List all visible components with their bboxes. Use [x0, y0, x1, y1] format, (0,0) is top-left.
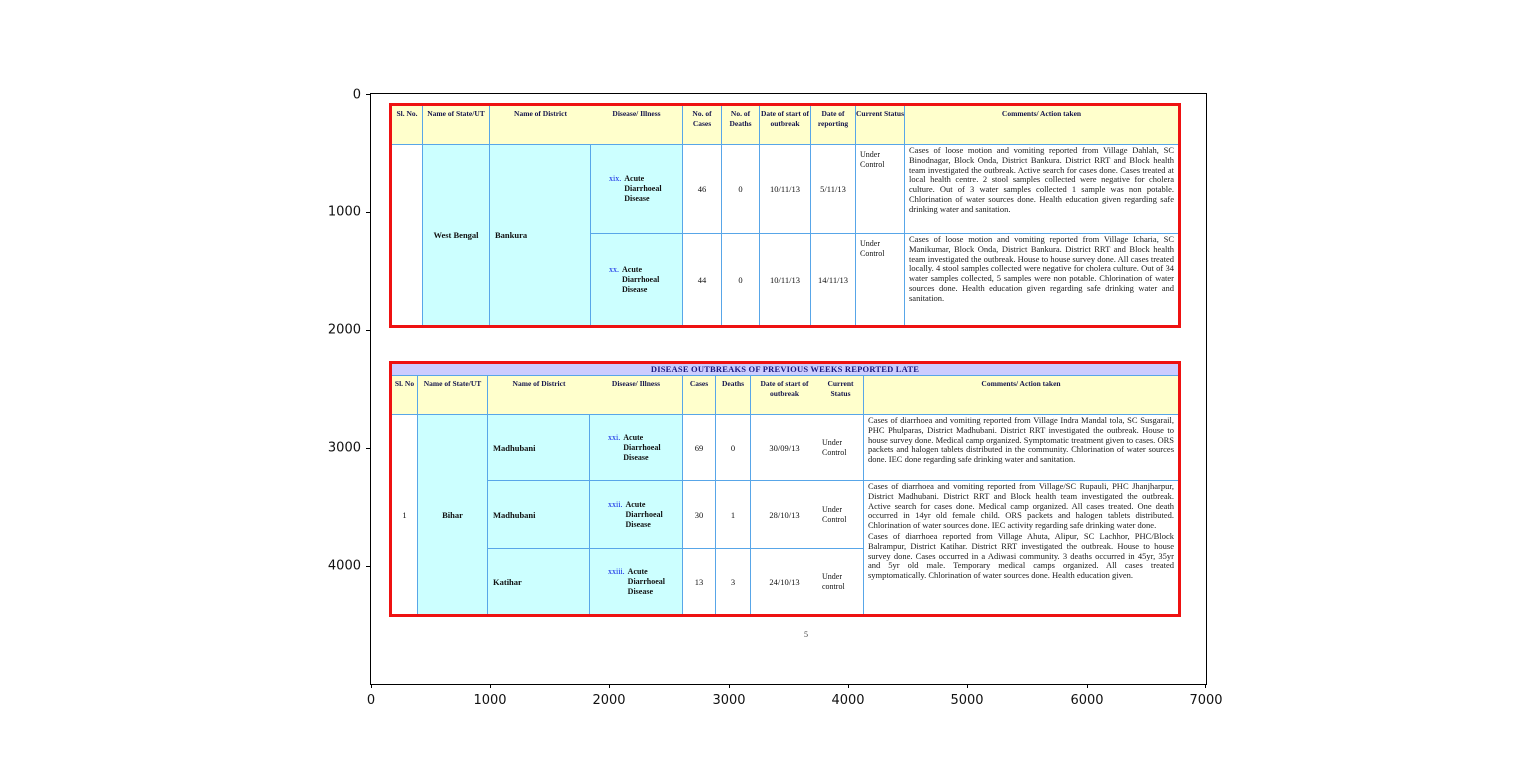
t1-state-cell: West Bengal: [423, 145, 490, 325]
y-tick-label: 4000: [327, 558, 361, 574]
t2-row2-serial: xxii.: [608, 499, 623, 509]
x-tick-label: 3000: [712, 693, 746, 708]
t2-header-district: Name of District: [488, 376, 590, 415]
x-tick-mark: [729, 684, 730, 688]
t2-row2-start-date: 28/10/13: [751, 481, 818, 549]
y-tick-mark: [366, 330, 370, 331]
t2-row3-comments: Cases of diarrhoea reported from Village Ahuta, Alipur, SC Lachhor, PHC/Block Balrampur, District Katihar. District RRT investigated the outbreak. House to house survey done. Cases occurred in a Adiwasi community. 3 deaths occurred in 45yr, 35yr and 5yr old male. Temporary medical camps organized. All cases treated symptomatically. Chlorination of water sources done. Health education given.: [868, 530, 1174, 581]
t1-header-deaths: No. of Deaths: [722, 106, 760, 145]
t1-row1-disease-name: Acute Diarrhoeal Disease: [624, 174, 662, 203]
t1-row1-reporting-date: 5/11/13: [811, 145, 856, 234]
t2-row3-disease-cell: [590, 549, 683, 614]
t2-row1-serial: xxi.: [608, 432, 621, 442]
t2-row2-cases: 30: [683, 481, 716, 549]
t1-district-cell: Bankura: [490, 145, 591, 325]
x-tick-mark: [371, 684, 372, 688]
t1-header-status: Current Status: [856, 106, 905, 145]
t2-row2-disease-cell: [590, 481, 683, 549]
t2-header-comments: Comments/ Action taken: [864, 376, 1178, 415]
t2-row2-3-comments-cell: [864, 481, 1178, 614]
t1-row2-deaths: 0: [722, 234, 760, 325]
t2-row3-status: Under control: [818, 549, 864, 614]
outbreak-table-current-week: [389, 103, 1181, 328]
t2-row2-comments: Cases of diarrhoea and vomiting reported from Village/SC Rupauli, PHC Jhanjharpur, District Madhubani. District RRT and Block health team investigated the outbreak. Active search for cases done. Medical camp organized. All cases treated. One death occurred in 14yr old female child. ORS packets and halogen tablets distributed. Chlorination of water sources done. IEC activity regarding safe drinking water done.: [868, 481, 1174, 531]
t2-row3-deaths: 3: [716, 549, 751, 614]
t2-header-cases: Cases: [683, 376, 716, 415]
t2-row3-cases: 13: [683, 549, 716, 614]
document-page-number: 5: [804, 630, 808, 639]
t1-header-state: Name of State/UT: [423, 106, 490, 145]
t1-row2-start-date: 10/11/13: [760, 234, 811, 325]
t2-row2-status: Under Control: [818, 481, 864, 549]
t1-header-disease: Disease/ Illness: [591, 106, 683, 145]
t1-row1-start-date: 10/11/13: [760, 145, 811, 234]
x-tick-label: 2000: [592, 693, 626, 708]
t1-row2-disease-cell: [591, 234, 683, 325]
y-tick-label: 1000: [327, 204, 361, 220]
t2-row1-disease-name: Acute Diarrhoeal Disease: [623, 432, 661, 462]
t2-header-state: Name of State/UT: [418, 376, 488, 415]
t2-row3-district: Katihar: [488, 549, 590, 614]
x-tick-label: 0: [366, 693, 376, 708]
y-tick-mark: [366, 448, 370, 449]
t2-slno-cell: 1: [392, 415, 418, 614]
t2-row1-deaths: 0: [716, 415, 751, 481]
t2-header-start-date: Date of start of outbreak: [751, 376, 818, 415]
y-tick-label: 0: [352, 87, 361, 103]
t1-header-slno: Sl. No.: [392, 106, 423, 145]
t2-row1-district: Madhubani: [488, 415, 590, 481]
x-tick-label: 5000: [950, 693, 984, 708]
t1-row1-deaths: 0: [722, 145, 760, 234]
x-tick-mark: [490, 684, 491, 688]
plot-area: [327, 87, 1223, 708]
x-tick-mark: [967, 684, 968, 688]
t2-row2-district: Madhubani: [488, 481, 590, 549]
y-tick-label: 2000: [327, 322, 361, 338]
t1-slno-cell: [392, 145, 423, 325]
t1-header-reporting-date: Date of reporting: [811, 106, 856, 145]
t1-row2-comments: Cases of loose motion and vomiting reported from Village Icharia, SC Manikumar, Block Onda, District Bankura. District RRT and Block health team investigated the outbreak. House to house survey done. All cases treated locally. 4 stool samples collected were negative for cholera culture. Out of 34 water samples collected, 5 samples were non potable. Chlorination of water sources done. Health education given regarding safe drinking water and sanitation.: [909, 234, 1174, 303]
t1-row2-cases: 44: [683, 234, 722, 325]
outbreak-table-previous-weeks: [389, 361, 1181, 617]
t2-row2-disease-name: Acute Diarrhoeal Disease: [625, 499, 663, 529]
x-tick-label: 7000: [1189, 693, 1223, 708]
t1-row2-serial: xx.: [609, 264, 619, 274]
t2-header-deaths: Deaths: [716, 376, 751, 415]
t2-row3-serial: xxiii.: [608, 566, 625, 576]
t2-title-banner: DISEASE OUTBREAKS OF PREVIOUS WEEKS REPORTED LATE: [392, 364, 1178, 376]
t1-row1-disease-cell: [591, 145, 683, 234]
t1-row2-reporting-date: 14/11/13: [811, 234, 856, 325]
t2-row1-start-date: 30/09/13: [751, 415, 818, 481]
t1-header-comments: Comments/ Action taken: [905, 106, 1178, 145]
t2-row1-comments: Cases of diarrhoea and vomiting reported from Village Indra Mandal tola, SC Susgarail, PHC Phulparas, District Madhubani. District RRT investigated the outbreak. House to house survey done. Medical camp organized. Symptomatic treatment given to cases. ORS packets and halogen tablets distributed in the community. Chlorination of water sources done. IEC done regarding safe drinking water and sanitation.: [864, 415, 1178, 481]
t1-header-cases: No. of Cases: [683, 106, 722, 145]
y-tick-label: 3000: [327, 440, 361, 456]
t1-row1-cases: 46: [683, 145, 722, 234]
x-tick-label: 6000: [1070, 693, 1104, 708]
t2-header-disease: Disease/ Illness: [590, 376, 683, 415]
x-tick-mark: [848, 684, 849, 688]
x-tick-label: 4000: [831, 693, 865, 708]
t1-row1-serial: xix.: [609, 174, 622, 183]
t2-row2-deaths: 1: [716, 481, 751, 549]
t2-state-cell: Bihar: [418, 415, 488, 614]
t2-header-status: Current Status: [818, 376, 864, 415]
t1-header-start-date: Date of start of outbreak: [760, 106, 811, 145]
x-tick-mark: [1205, 684, 1206, 688]
t2-header-slno: Sl. No: [392, 376, 418, 415]
t1-row2-status: Under Control: [856, 234, 905, 325]
y-tick-mark: [366, 212, 370, 213]
t2-row3-start-date: 24/10/13: [769, 576, 800, 587]
t1-row1-status: Under Control: [856, 145, 905, 234]
t2-row1-status: Under Control: [818, 415, 864, 481]
t1-row1-comments: Cases of loose motion and vomiting reported from Village Dahlah, SC Binodnagar, Block Onda, District Bankura. District RRT and Block health team investigated the outbreak. Active search for cases done. Cases treated at local health centre. 2 stool samples collected were negative for cholera culture. Out of 3 water samples collected 1 sample was non potable. Chlorination of water sources done. Health education given regarding safe drinking water and sanitation.: [905, 145, 1178, 234]
x-tick-label: 1000: [473, 693, 507, 708]
t2-row3-disease-name: Acute Diarrhoeal Disease: [627, 566, 665, 596]
y-tick-mark: [366, 566, 370, 567]
x-tick-mark: [609, 684, 610, 688]
x-tick-mark: [1087, 684, 1088, 688]
t2-row1-disease-cell: [590, 415, 683, 481]
t1-header-district: Name of District: [490, 106, 591, 145]
y-tick-mark: [366, 94, 370, 95]
t2-row1-cases: 69: [683, 415, 716, 481]
t1-row2-disease-name: Acute Diarrhoeal Disease: [622, 264, 660, 294]
